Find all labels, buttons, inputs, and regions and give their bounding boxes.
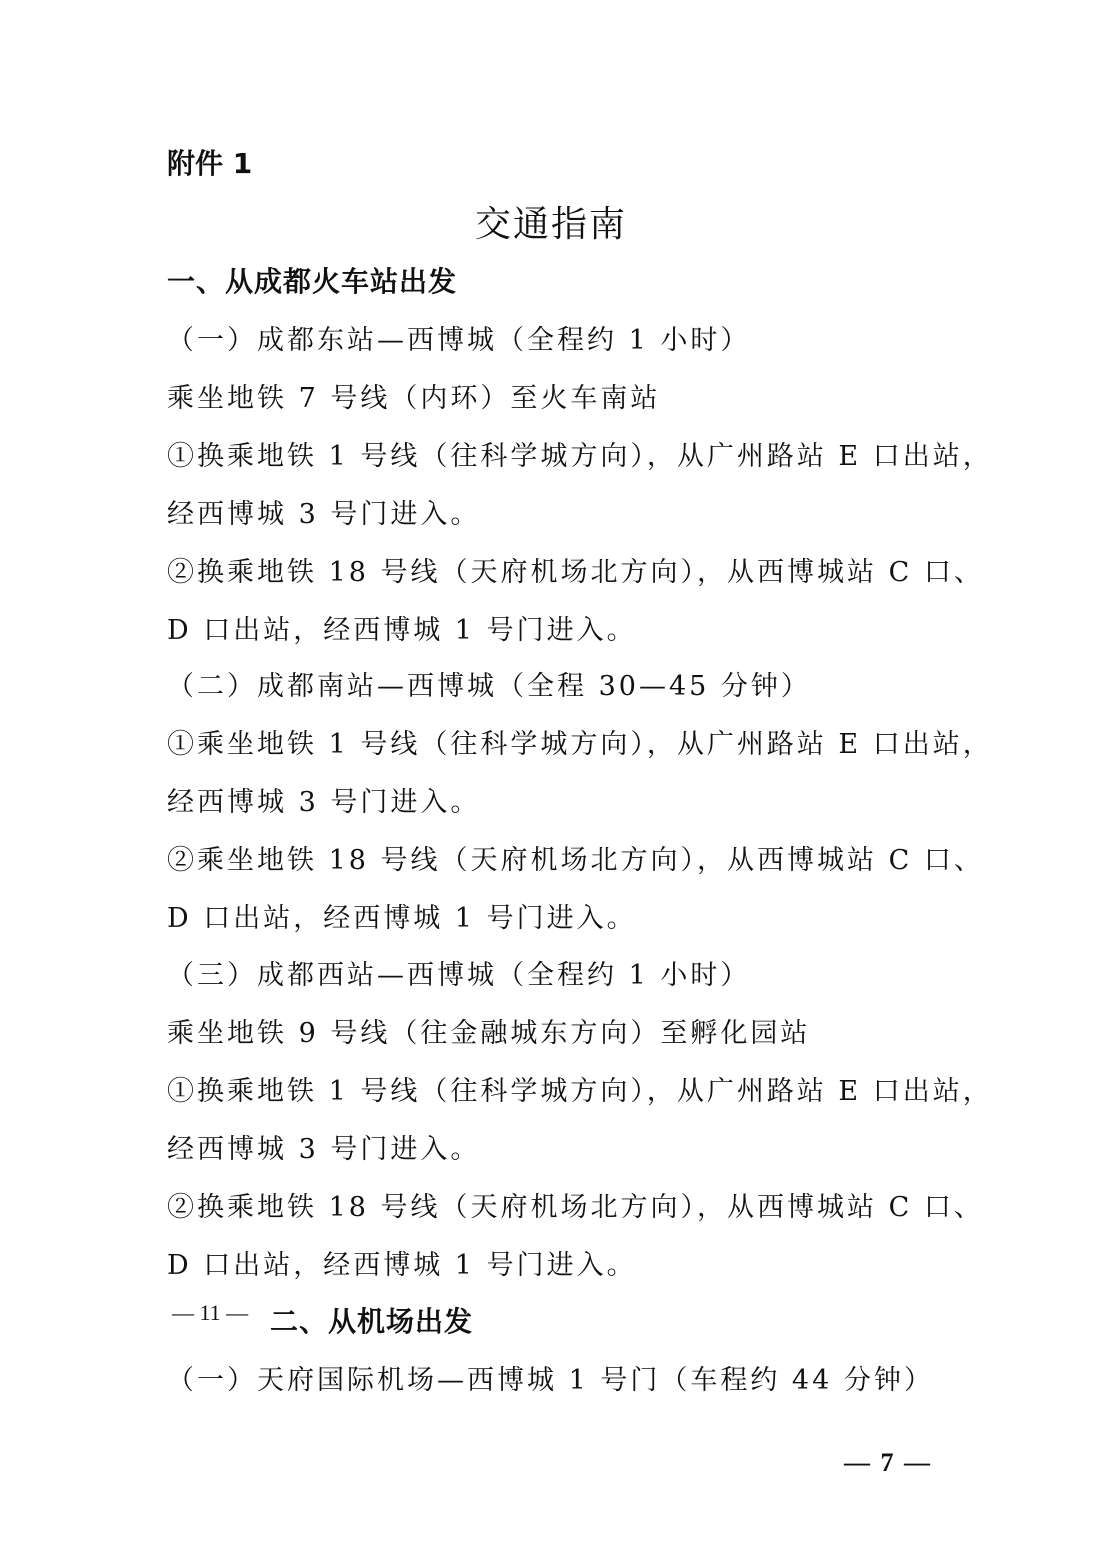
paragraph-line: D 口出站，经西博城 1 号门进入。 [167, 903, 637, 934]
paragraph-line: ②换乘地铁 18 号线（天府机场北方向），从西博城站 C 口、 [167, 557, 984, 588]
paragraph-line: 经西博城 3 号门进入。 [167, 787, 481, 818]
paragraph-line: ②乘坐地铁 18 号线（天府机场北方向），从西博城站 C 口、 [167, 845, 984, 876]
paragraph-line: ①换乘地铁 1 号线（往科学城方向），从广州路站 E 口出站， [167, 441, 993, 472]
paragraph-line: 乘坐地铁 7 号线（内环）至火车南站 [167, 383, 661, 414]
paragraph-line: ②换乘地铁 18 号线（天府机场北方向），从西博城站 C 口、 [167, 1192, 984, 1223]
paragraph-line: D 口出站，经西博城 1 号门进入。 [167, 1250, 637, 1281]
page-title: 交通指南 [474, 204, 627, 245]
section-heading-train: 一、从成都火车站出发 [167, 265, 458, 298]
paragraph-line: 经西博城 3 号门进入。 [167, 1134, 481, 1165]
attachment-label: 附件 1 [167, 147, 253, 180]
paragraph-line: 经西博城 3 号门进入。 [167, 499, 481, 530]
section-heading-airport: 二、从机场出发 [270, 1305, 474, 1338]
subsection-heading-tianfu: （一）天府国际机场—西博城 1 号门（车程约 44 分钟） [167, 1365, 934, 1396]
paragraph-line: D 口出站，经西博城 1 号门进入。 [167, 615, 637, 646]
paragraph-line: 乘坐地铁 9 号线（往金融城东方向）至孵化园站 [167, 1018, 811, 1049]
subsection-heading-west: （三）成都西站—西博城（全程约 1 小时） [167, 960, 751, 991]
paragraph-line: ①乘坐地铁 1 号线（往科学城方向），从广州路站 E 口出站， [167, 729, 993, 760]
subsection-heading-south: （二）成都南站—西博城（全程 30—45 分钟） [167, 671, 811, 702]
footer-page-number: — 7 — [844, 1448, 932, 1477]
inline-page-marker: — 11 — [172, 1300, 249, 1325]
paragraph-line: ①换乘地铁 1 号线（往科学城方向），从广州路站 E 口出站， [167, 1076, 993, 1107]
subsection-heading-east: （一）成都东站—西博城（全程约 1 小时） [167, 325, 751, 356]
